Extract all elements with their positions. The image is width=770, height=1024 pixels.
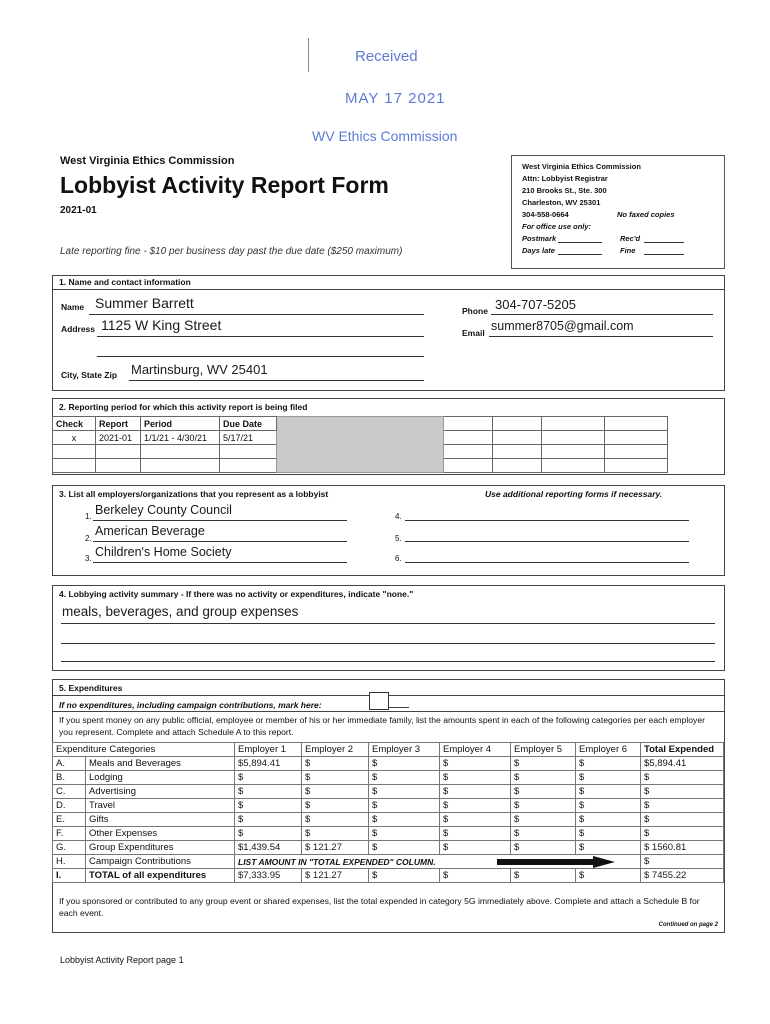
table-row bbox=[53, 771, 724, 785]
row-letter: G. bbox=[53, 841, 86, 855]
group-event-note: If you sponsored or contributed to any group event or shared expenses, list the total expended in category 5G immediately above. Complete and attach a Schedule B for each event. bbox=[59, 896, 700, 918]
mail-line-2: Attn: Lobbyist Registrar bbox=[522, 174, 608, 183]
employer-num: 6. bbox=[395, 554, 402, 563]
section-2-header: 2. Reporting period for which this activity report is being filed bbox=[59, 402, 308, 412]
empty-cell bbox=[141, 459, 220, 473]
row-category: Advertising bbox=[86, 785, 235, 799]
employer-num: 5. bbox=[395, 534, 402, 543]
cell-employer-6: $ bbox=[576, 841, 641, 855]
cell-employer-1: $ bbox=[235, 813, 302, 827]
cell-employer-6: $ bbox=[576, 771, 641, 785]
empty-cell bbox=[444, 445, 493, 459]
cell-employer-2: $ bbox=[302, 813, 369, 827]
row-category: TOTAL of all expenditures bbox=[86, 869, 235, 883]
empty-cell bbox=[605, 417, 668, 431]
address-value: 1125 W King Street bbox=[101, 317, 222, 333]
cell-employer-3: $ bbox=[369, 869, 440, 883]
employer-num: 2. bbox=[85, 534, 92, 543]
summary-line bbox=[61, 623, 715, 624]
additional-forms-note: Use additional reporting forms if necessary. bbox=[485, 489, 663, 499]
table-row bbox=[53, 813, 724, 827]
empty-cell bbox=[493, 459, 542, 473]
cell-employer-1: $ bbox=[235, 785, 302, 799]
address-line-2 bbox=[97, 356, 424, 357]
cell-employer-6: $ bbox=[576, 757, 641, 771]
empty-cell bbox=[493, 445, 542, 459]
recd-label: Rec'd bbox=[620, 234, 641, 243]
table-row bbox=[53, 785, 724, 799]
section-1-header: 1. Name and contact information bbox=[53, 276, 724, 290]
employer-num: 1. bbox=[85, 512, 92, 521]
checkbox-line bbox=[389, 707, 409, 708]
cell-employer-4: $ bbox=[440, 827, 511, 841]
agency-stamp: WV Ethics Commission bbox=[312, 128, 458, 144]
cell-employer-1: $ bbox=[235, 799, 302, 813]
cell-employer-3: $ bbox=[369, 757, 440, 771]
col-header: Employer 4 bbox=[440, 743, 511, 757]
employer-line bbox=[93, 541, 347, 542]
cell-employer-1: $ bbox=[235, 771, 302, 785]
phone-value: 304-707-5205 bbox=[495, 297, 576, 312]
city-state-zip-value: Martinsburg, WV 25401 bbox=[131, 362, 268, 377]
activity-summary-value: meals, beverages, and group expenses bbox=[62, 604, 299, 619]
cell-employer-4: $ bbox=[440, 771, 511, 785]
cell-employer-3: $ bbox=[369, 841, 440, 855]
empty-cell bbox=[542, 431, 605, 445]
empty-cell bbox=[141, 445, 220, 459]
row-category: Group Expenditures bbox=[86, 841, 235, 855]
divider bbox=[53, 711, 724, 712]
phone-label: Phone bbox=[462, 306, 488, 316]
col-header: Employer 3 bbox=[369, 743, 440, 757]
cell-employer-3: $ bbox=[369, 799, 440, 813]
employer-num: 4. bbox=[395, 512, 402, 521]
col-check: Check bbox=[53, 417, 96, 431]
col-due-date: Due Date bbox=[220, 417, 277, 431]
section-expenditures bbox=[52, 679, 725, 933]
row-letter: C. bbox=[53, 785, 86, 799]
empty-cell bbox=[605, 459, 668, 473]
cell-total: $5,894.41 bbox=[641, 757, 724, 771]
report-value: 2021-01 bbox=[96, 431, 141, 445]
col-header: Total Expended bbox=[641, 743, 724, 757]
page-footer: Lobbyist Activity Report page 1 bbox=[60, 955, 184, 965]
campaign-contrib-note: LIST AMOUNT IN "TOTAL EXPENDED" COLUMN. bbox=[238, 856, 436, 867]
cell-employer-6: $ bbox=[576, 799, 641, 813]
empty-cell bbox=[605, 445, 668, 459]
summary-line bbox=[61, 643, 715, 644]
row-letter: B. bbox=[53, 771, 86, 785]
section-5-header: 5. Expenditures bbox=[59, 683, 123, 693]
col-report: Report bbox=[96, 417, 141, 431]
row-letter: I. bbox=[53, 869, 86, 883]
check-mark[interactable]: x bbox=[53, 431, 96, 445]
address-label: Address bbox=[61, 324, 96, 334]
cell-total: $ bbox=[641, 771, 724, 785]
received-date-stamp: MAY 17 2021 bbox=[345, 90, 446, 107]
phone-line bbox=[491, 314, 713, 315]
section-3-header: 3. List all employers/organizations that you represent as a lobbyist bbox=[59, 489, 329, 499]
cell-total: $ 7455.22 bbox=[641, 869, 724, 883]
campaign-contrib-note-cell bbox=[235, 855, 641, 869]
cell-employer-4: $ bbox=[440, 757, 511, 771]
empty-cell bbox=[444, 459, 493, 473]
redacted-area bbox=[277, 417, 444, 473]
cell-employer-2: $ 121.27 bbox=[302, 869, 369, 883]
employer-line bbox=[405, 562, 689, 563]
arrow-right-icon bbox=[497, 856, 617, 868]
employer-name: American Beverage bbox=[95, 524, 205, 538]
row-category: Gifts bbox=[86, 813, 235, 827]
cell-employer-4: $ bbox=[440, 869, 511, 883]
row-letter: F. bbox=[53, 827, 86, 841]
org-name: West Virginia Ethics Commission bbox=[60, 155, 235, 167]
summary-line bbox=[61, 661, 715, 662]
cell-total: $ bbox=[641, 855, 724, 869]
office-use-label: For office use only: bbox=[522, 222, 592, 231]
cell-employer-5: $ bbox=[511, 799, 576, 813]
empty-cell bbox=[605, 431, 668, 445]
cell-employer-3: $ bbox=[369, 785, 440, 799]
row-letter: H. bbox=[53, 855, 86, 869]
cell-employer-6: $ bbox=[576, 785, 641, 799]
cell-employer-5: $ bbox=[511, 757, 576, 771]
section-employers bbox=[52, 485, 725, 576]
empty-cell bbox=[542, 417, 605, 431]
cell-employer-1: $7,333.95 bbox=[235, 869, 302, 883]
empty-cell bbox=[542, 445, 605, 459]
cell-employer-1: $ bbox=[235, 827, 302, 841]
continued-note: Continued on page 2 bbox=[658, 922, 718, 928]
cell-employer-2: $ bbox=[302, 785, 369, 799]
row-category: Travel bbox=[86, 799, 235, 813]
section-contact-info bbox=[52, 275, 725, 391]
due-date-value: 5/17/21 bbox=[220, 431, 277, 445]
section-activity-summary bbox=[52, 585, 725, 671]
cell-employer-5: $ bbox=[511, 869, 576, 883]
col-header: Employer 6 bbox=[576, 743, 641, 757]
employer-num: 3. bbox=[85, 554, 92, 563]
no-expenditures-label: If no expenditures, including campaign contributions, mark here: bbox=[59, 700, 322, 710]
row-category: Other Expenses bbox=[86, 827, 235, 841]
row-letter: A. bbox=[53, 757, 86, 771]
reporting-period-table bbox=[52, 416, 668, 473]
cell-total: $ bbox=[641, 827, 724, 841]
employer-name: Berkeley County Council bbox=[95, 503, 232, 517]
cell-employer-6: $ bbox=[576, 869, 641, 883]
row-category: Meals and Beverages bbox=[86, 757, 235, 771]
table-row bbox=[53, 855, 724, 869]
no-fax-note: No faxed copies bbox=[617, 210, 675, 219]
cell-employer-5: $ bbox=[511, 813, 576, 827]
row-letter: E. bbox=[53, 813, 86, 827]
expenditures-table bbox=[52, 742, 724, 883]
address-line bbox=[97, 336, 424, 337]
mail-phone: 304-558-0664 bbox=[522, 210, 569, 219]
cell-employer-4: $ bbox=[440, 841, 511, 855]
empty-cell bbox=[542, 459, 605, 473]
employer-line bbox=[405, 520, 689, 521]
empty-cell bbox=[444, 431, 493, 445]
employer-name: Children's Home Society bbox=[95, 545, 232, 559]
mailing-address-box bbox=[511, 155, 725, 269]
empty-cell bbox=[53, 459, 96, 473]
empty-cell bbox=[96, 459, 141, 473]
empty-cell bbox=[493, 431, 542, 445]
cell-employer-1: $1,439.54 bbox=[235, 841, 302, 855]
table-row bbox=[53, 799, 724, 813]
cell-employer-4: $ bbox=[440, 785, 511, 799]
table-header-row bbox=[53, 743, 724, 757]
days-late-label: Days late bbox=[522, 246, 555, 255]
cell-total: $ 1560.81 bbox=[641, 841, 724, 855]
mail-line-4: Charleston, WV 25301 bbox=[522, 198, 601, 207]
stamp-tick bbox=[308, 38, 309, 72]
cell-employer-4: $ bbox=[440, 799, 511, 813]
cell-total: $ bbox=[641, 785, 724, 799]
days-late-line bbox=[558, 254, 602, 255]
postmark-line bbox=[558, 242, 602, 243]
cell-employer-3: $ bbox=[369, 813, 440, 827]
cell-employer-2: $ bbox=[302, 771, 369, 785]
cell-employer-6: $ bbox=[576, 813, 641, 827]
cell-total: $ bbox=[641, 799, 724, 813]
period-value: 1/1/21 - 4/30/21 bbox=[141, 431, 220, 445]
empty-cell bbox=[53, 445, 96, 459]
empty-cell bbox=[444, 417, 493, 431]
col-period: Period bbox=[141, 417, 220, 431]
mail-line-3: 210 Brooks St., Ste. 300 bbox=[522, 186, 607, 195]
section-4-header: 4. Lobbying activity summary - If there was no activity or expenditures, indicate "none." bbox=[59, 589, 414, 599]
cell-employer-4: $ bbox=[440, 813, 511, 827]
no-expenditures-checkbox[interactable] bbox=[369, 692, 389, 710]
empty-cell bbox=[96, 445, 141, 459]
cell-employer-2: $ bbox=[302, 799, 369, 813]
email-label: Email bbox=[462, 328, 485, 338]
row-category: Campaign Contributions bbox=[86, 855, 235, 869]
cell-employer-5: $ bbox=[511, 771, 576, 785]
email-line bbox=[489, 336, 713, 337]
form-number: 2021-01 bbox=[60, 205, 97, 216]
mail-line-1: West Virginia Ethics Commission bbox=[522, 162, 641, 171]
name-label: Name bbox=[61, 302, 85, 312]
cell-total: $ bbox=[641, 813, 724, 827]
cell-employer-3: $ bbox=[369, 827, 440, 841]
empty-cell bbox=[220, 459, 277, 473]
section-reporting-period bbox=[52, 398, 725, 475]
row-category: Lodging bbox=[86, 771, 235, 785]
name-line bbox=[89, 314, 424, 315]
cell-employer-1: $5,894.41 bbox=[235, 757, 302, 771]
city-state-zip-label: City, State Zip bbox=[61, 370, 118, 380]
received-stamp: Received bbox=[355, 48, 418, 65]
col-header: Employer 2 bbox=[302, 743, 369, 757]
col-header: Employer 1 bbox=[235, 743, 302, 757]
cell-employer-6: $ bbox=[576, 827, 641, 841]
employer-line bbox=[405, 541, 689, 542]
cell-employer-2: $ bbox=[302, 757, 369, 771]
table-row bbox=[53, 827, 724, 841]
table-header-row bbox=[53, 417, 668, 431]
page-title: Lobbyist Activity Report Form bbox=[60, 172, 389, 198]
postmark-label: Postmark bbox=[522, 234, 557, 243]
table-row bbox=[53, 869, 724, 883]
table-row bbox=[53, 841, 724, 855]
city-state-zip-line bbox=[129, 380, 424, 381]
empty-cell bbox=[493, 417, 542, 431]
employer-line bbox=[93, 562, 347, 563]
row-letter: D. bbox=[53, 799, 86, 813]
recd-line bbox=[644, 242, 684, 243]
cell-employer-2: $ 121.27 bbox=[302, 841, 369, 855]
empty-cell bbox=[220, 445, 277, 459]
col-header: Expenditure Categories bbox=[53, 743, 235, 757]
name-value: Summer Barrett bbox=[95, 295, 194, 311]
table-row bbox=[53, 757, 724, 771]
cell-employer-5: $ bbox=[511, 785, 576, 799]
email-value: summer8705@gmail.com bbox=[491, 319, 634, 333]
expenditure-instructions: If you spent money on any public official, employee or member of his or her immediate family, list the amounts spent in each of the following categories per each employer you represent. Complete and attach Schedule A to this report. bbox=[59, 715, 705, 737]
cell-employer-5: $ bbox=[511, 827, 576, 841]
fine-line bbox=[644, 254, 684, 255]
fine-label: Fine bbox=[620, 246, 636, 255]
cell-employer-5: $ bbox=[511, 841, 576, 855]
late-fine-note: Late reporting fine - $10 per business day past the due date ($250 maximum) bbox=[60, 246, 403, 257]
cell-employer-2: $ bbox=[302, 827, 369, 841]
employer-line bbox=[93, 520, 347, 521]
cell-employer-3: $ bbox=[369, 771, 440, 785]
col-header: Employer 5 bbox=[511, 743, 576, 757]
